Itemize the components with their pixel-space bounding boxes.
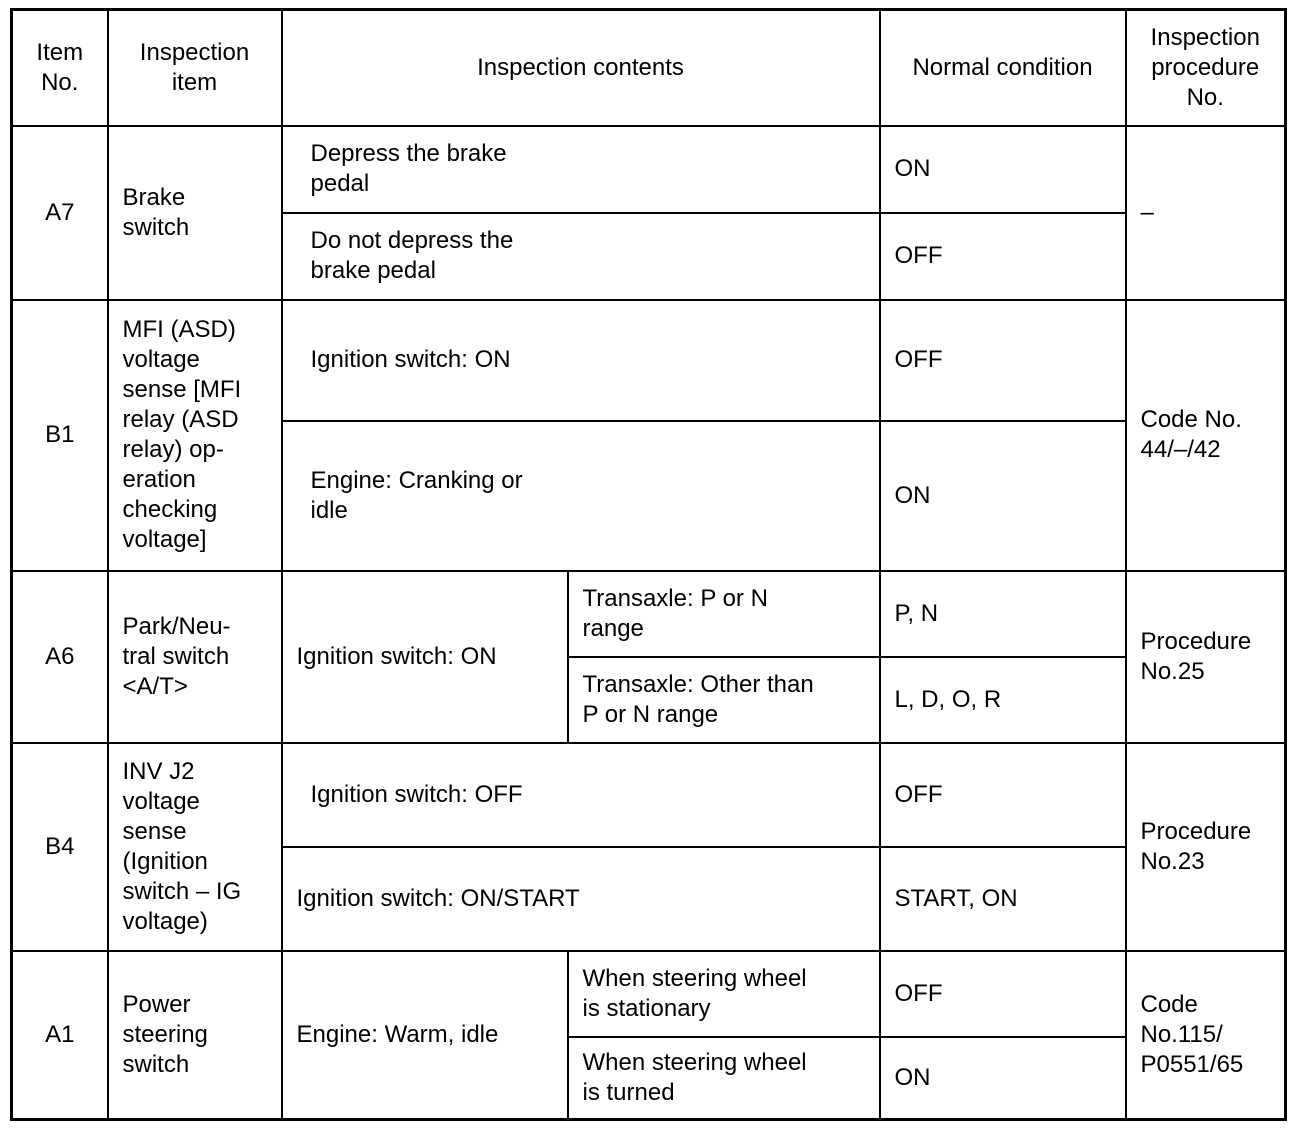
sub-contents-cell: When steering wheel is turned <box>568 1037 880 1120</box>
normal-condition-cell: ON <box>880 126 1126 213</box>
contents-cell: Depress the brake pedal <box>282 126 880 213</box>
inspection-item-cell: INV J2 voltage sense (Ignition switch – IG voltage) <box>108 743 282 951</box>
inspection-table <box>10 8 1287 1121</box>
inspection-item-cell: MFI (ASD) voltage sense [MFI relay (ASD relay) op- eration checking voltage] <box>108 300 282 571</box>
sub-contents-cell: When steering wheel is stationary <box>568 951 880 1037</box>
table-row <box>12 951 1286 1037</box>
inspection-item-cell: Brake switch <box>108 126 282 300</box>
header-normal-condition: Normal condition <box>880 10 1126 126</box>
inspection-item-cell: Power steering switch <box>108 951 282 1120</box>
procedure-cell: – <box>1126 126 1286 300</box>
contents-cell: Ignition switch: ON/START <box>282 847 880 951</box>
table-row <box>12 571 1286 657</box>
header-row <box>12 10 1286 126</box>
header-item-no: Item No. <box>12 10 108 126</box>
header-procedure-no: Inspection procedure No. <box>1126 10 1286 126</box>
procedure-cell: Procedure No.23 <box>1126 743 1286 951</box>
header-inspection-item: Inspection item <box>108 10 282 126</box>
procedure-cell: Procedure No.25 <box>1126 571 1286 743</box>
item-no-cell: B1 <box>12 300 108 571</box>
normal-condition-cell: P, N <box>880 571 1126 657</box>
contents-main-cell: Ignition switch: ON <box>282 571 568 743</box>
normal-condition-cell: OFF <box>880 213 1126 300</box>
procedure-cell: Code No.115/ P0551/65 <box>1126 951 1286 1120</box>
sub-contents-cell: Transaxle: P or N range <box>568 571 880 657</box>
normal-condition-cell: OFF <box>880 300 1126 421</box>
contents-main-cell: Engine: Warm, idle <box>282 951 568 1120</box>
item-no-cell: A7 <box>12 126 108 300</box>
contents-cell: Do not depress the brake pedal <box>282 213 880 300</box>
item-no-cell: B4 <box>12 743 108 951</box>
normal-condition-cell: START, ON <box>880 847 1126 951</box>
procedure-cell: Code No. 44/–/42 <box>1126 300 1286 571</box>
contents-cell: Ignition switch: OFF <box>282 743 880 847</box>
table-row <box>12 743 1286 847</box>
item-no-cell: A6 <box>12 571 108 743</box>
header-inspection-contents: Inspection contents <box>282 10 880 126</box>
normal-condition-cell: OFF <box>880 951 1126 1037</box>
inspection-item-cell: Park/Neu- tral switch <A/T> <box>108 571 282 743</box>
table-row <box>12 126 1286 213</box>
normal-condition-cell: ON <box>880 421 1126 571</box>
contents-cell: Ignition switch: ON <box>282 300 880 421</box>
item-no-cell: A1 <box>12 951 108 1120</box>
sub-contents-cell: Transaxle: Other than P or N range <box>568 657 880 743</box>
normal-condition-cell: L, D, O, R <box>880 657 1126 743</box>
contents-cell: Engine: Cranking or idle <box>282 421 880 571</box>
normal-condition-cell: OFF <box>880 743 1126 847</box>
normal-condition-cell: ON <box>880 1037 1126 1120</box>
table-row <box>12 300 1286 421</box>
